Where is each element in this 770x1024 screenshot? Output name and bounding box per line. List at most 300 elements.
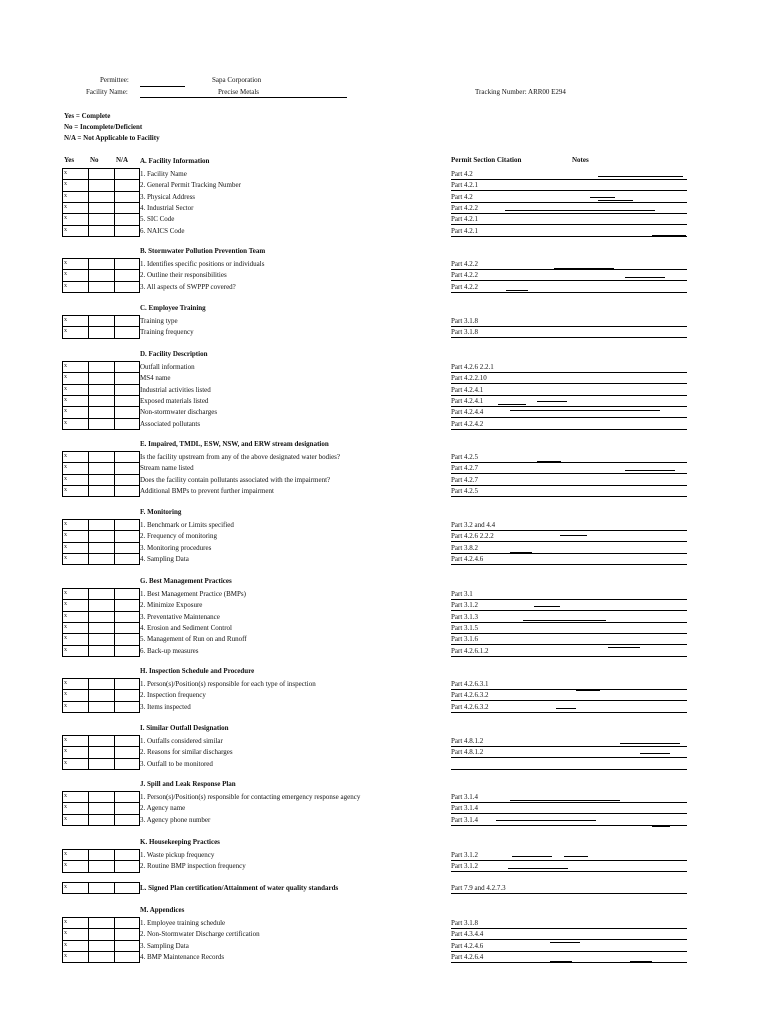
grid-line [62, 179, 140, 180]
permit-citation: Part 3.1.8 [451, 317, 479, 325]
grid-line [62, 281, 140, 282]
grid-line [62, 599, 140, 600]
checkbox-mark[interactable]: x [64, 815, 67, 822]
citation-underline [451, 769, 687, 770]
checkbox-mark[interactable]: x [64, 475, 67, 482]
section-title: C. Employee Training [140, 304, 206, 312]
notes-line [560, 535, 587, 536]
checklist-item: 3. Outfall to be monitored [140, 759, 213, 768]
notes-line [512, 856, 552, 857]
notes-line [550, 961, 572, 962]
citation-underline [451, 179, 687, 180]
permit-citation: Part 4.2.1 [451, 181, 479, 190]
citation-underline [451, 746, 687, 747]
citation-underline [451, 610, 687, 611]
section-title: K. Housekeeping Practices [140, 838, 220, 846]
checkbox-mark[interactable]: x [64, 612, 67, 619]
permit-citation: Part 3.1.4 [451, 804, 479, 813]
notes-line [520, 800, 620, 801]
permit-citation: Part 4.2.6 2.2.2 [451, 532, 494, 541]
checklist-item: Industrial activities listed [140, 385, 211, 394]
citation-underline [451, 417, 687, 418]
checkbox-mark[interactable]: x [64, 521, 67, 527]
grid-line [114, 678, 115, 712]
section-title: J. Spill and Leak Response Plan [140, 780, 236, 788]
grid-line [62, 645, 140, 646]
checkbox-mark[interactable]: x [64, 884, 67, 890]
citation-underline [451, 564, 687, 565]
notes-line [608, 647, 640, 648]
checkbox-mark[interactable]: x [64, 635, 67, 642]
citation-underline [451, 383, 687, 384]
checkbox-mark[interactable]: x [64, 181, 67, 188]
legend-na: N/A = Not Applicable to Facility [64, 134, 160, 142]
grid-line [62, 225, 140, 226]
grid-line [62, 758, 140, 759]
checkbox-mark[interactable]: x [64, 532, 67, 539]
checklist-item: 1. Outfalls considered similar [140, 737, 223, 745]
checkbox-mark[interactable]: x [64, 737, 67, 743]
grid-line [62, 496, 140, 497]
permit-citation: Part 4.2.5 [451, 486, 479, 495]
section-title: H. Inspection Schedule and Procedure [140, 667, 255, 675]
grid-line [62, 213, 140, 214]
citation-underline [451, 860, 687, 861]
checklist-item: 6. Back-up measures [140, 646, 199, 655]
permit-citation: Part 4.2.6.1.2 [451, 646, 489, 655]
checklist-item: 5. SIC Code [140, 215, 175, 224]
notes-line [554, 268, 614, 269]
grid-line [62, 384, 140, 385]
citation-underline [451, 213, 687, 214]
grid-line [62, 791, 140, 792]
checklist-item: 4. BMP Maintenance Records [140, 952, 225, 961]
permittee-value: Sapa Corporation [212, 76, 262, 84]
grid-line [62, 326, 140, 327]
permit-citation: Part 4.2.6.3.1 [451, 680, 489, 688]
section-title: A. Facility Information [140, 157, 210, 165]
tracking-number: Tracking Number: ARR00 E294 [475, 88, 566, 96]
checklist-item: Does the facility contain pollutants associated with the impairment? [140, 475, 331, 484]
checklist-item: Exposed materials listed [140, 396, 209, 405]
citation-underline [451, 395, 687, 396]
checkbox-mark[interactable]: x [64, 554, 67, 561]
grid-line [62, 395, 140, 396]
checkbox-mark[interactable]: x [64, 590, 67, 596]
checklist-item: Is the facility upstream from any of the above designated water bodies? [140, 453, 341, 461]
notes-line [640, 753, 670, 754]
citation-underline [451, 951, 687, 952]
checklist-item: 3. Monitoring procedures [140, 543, 212, 552]
permit-citation: Part 4.2.6 2.2.1 [451, 363, 494, 371]
grid-line [62, 451, 140, 452]
notes-line [505, 210, 655, 211]
checklist-item: Training frequency [140, 328, 194, 337]
grid-line [62, 269, 140, 270]
permit-citation: Part 4.2.1 [451, 215, 479, 224]
permit-citation: Part 4.2.2 [451, 260, 479, 268]
checklist-item: 3. Items inspected [140, 702, 191, 711]
checkbox-mark[interactable]: x [64, 192, 67, 199]
permit-citation: Part 4.2.2 [451, 271, 479, 280]
col-notes: Notes [572, 156, 589, 164]
permit-citation: Part 4.2.4.1 [451, 385, 484, 394]
grid-line [62, 882, 140, 883]
checkbox-mark[interactable]: x [64, 646, 67, 653]
grid-line [62, 951, 140, 952]
citation-underline [451, 224, 687, 225]
grid-line [88, 258, 89, 292]
notes-line [600, 928, 622, 929]
grid-line [62, 633, 140, 634]
permit-citation: Part 4.2.5 [451, 453, 479, 461]
grid-line [62, 485, 140, 486]
grid-line [62, 429, 140, 430]
checkbox-mark[interactable]: x [64, 680, 67, 686]
checkbox-mark[interactable]: x [64, 851, 67, 857]
grid-line [62, 656, 140, 657]
grid-line [114, 791, 115, 825]
permit-citation: Part 3.1 [451, 590, 473, 598]
permit-citation: Part 4.2.4.1 [451, 396, 484, 405]
checklist-item: 4. Industrial Sector [140, 203, 194, 212]
checkbox-mark[interactable]: x [64, 453, 67, 459]
permit-citation: Part 3.1.4 [451, 793, 479, 801]
checkbox-mark[interactable]: x [64, 385, 67, 392]
citation-underline [451, 962, 687, 963]
checkbox-mark[interactable]: x [64, 317, 67, 323]
section-title: B. Stormwater Pollution Prevention Team [140, 247, 266, 255]
grid-line [62, 735, 63, 769]
grid-line [62, 701, 140, 702]
grid-line [62, 917, 140, 918]
permit-citation: Part 4.2.2 [451, 282, 479, 291]
checklist-item: 1. Best Management Practice (BMPs) [140, 590, 246, 598]
grid-line [62, 588, 140, 589]
grid-line [62, 678, 63, 712]
permit-citation: Part 3.1.6 [451, 635, 479, 644]
section-title: G. Best Management Practices [140, 577, 232, 585]
checklist-item: 4. Erosion and Sediment Control [140, 623, 232, 632]
grid-line [62, 202, 140, 203]
notes-line [652, 235, 686, 236]
grid-line [62, 191, 140, 192]
grid-line [62, 769, 140, 770]
grid-line [62, 258, 140, 259]
notes-line [550, 942, 580, 943]
citation-underline [451, 485, 687, 486]
checklist-item: 2. Frequency of monitoring [140, 532, 217, 541]
checkbox-mark[interactable]: x [64, 396, 67, 403]
col-yes: Yes [64, 156, 75, 164]
notes-line [496, 820, 596, 821]
citation-underline [451, 553, 687, 554]
checkbox-mark[interactable]: x [64, 408, 67, 415]
checklist-item: Stream name listed [140, 464, 194, 473]
notes-line [590, 197, 615, 198]
citation-underline [451, 813, 687, 814]
notes-line [576, 690, 600, 691]
grid-line [62, 802, 140, 803]
grid-line [62, 315, 140, 316]
permit-citation: Part 4.2.4.6 [451, 554, 484, 563]
citation-underline [451, 541, 687, 542]
grid-line [62, 689, 140, 690]
citation-underline [451, 644, 687, 645]
checkbox-mark[interactable]: x [64, 691, 67, 698]
grid-line [62, 746, 140, 747]
checkbox-mark[interactable]: x [64, 203, 67, 210]
checkbox-mark[interactable]: x [64, 759, 67, 766]
notes-line [510, 800, 520, 801]
grid-line [114, 882, 115, 893]
facility-label: Facility Name: [86, 88, 128, 96]
citation-underline [451, 700, 687, 701]
permit-citation: Part 3.8.2 [451, 543, 479, 552]
notes-line [625, 277, 665, 278]
grid-line [62, 735, 140, 736]
checklist-item: 2. Routine BMP inspection frequency [140, 862, 246, 871]
citation-underline [451, 462, 687, 463]
notes-line [620, 743, 680, 744]
grid-line [62, 258, 63, 292]
permit-citation: Part 3.1.2 [451, 851, 479, 859]
permit-citation: Part 4.3.4.4 [451, 930, 484, 939]
grid-line [62, 462, 140, 463]
grid-line [62, 712, 140, 713]
permit-citation: Part 3.1.2 [451, 862, 479, 871]
checkbox-mark[interactable]: x [64, 215, 67, 222]
grid-line [88, 791, 89, 825]
checklist-item: 1. Identifies specific positions or individuals [140, 260, 265, 268]
notes-line [560, 530, 588, 531]
citation-underline [451, 893, 687, 894]
notes-line [498, 404, 526, 405]
citation-underline [451, 871, 687, 872]
section-title: M. Appendices [140, 906, 185, 914]
checkbox-mark[interactable]: x [64, 464, 67, 471]
citation-underline [451, 939, 687, 940]
grid-line [114, 735, 115, 769]
checkbox-mark[interactable]: x [64, 328, 67, 335]
grid-line [62, 791, 63, 825]
grid-line [62, 418, 140, 419]
notes-line [537, 401, 567, 402]
grid-line [62, 825, 140, 826]
notes-line [598, 200, 633, 201]
checkbox-mark[interactable]: x [64, 226, 67, 233]
checkbox-mark[interactable]: x [64, 702, 67, 709]
checkbox-mark[interactable]: x [64, 282, 67, 289]
section-title: E. Impaired, TMDL, ESW, NSW, and ERW stream designation [140, 440, 329, 448]
permit-citation: Part 3.1.8 [451, 919, 479, 927]
checkbox-mark[interactable]: x [64, 804, 67, 811]
checklist-item: Additional BMPs to prevent further impairment [140, 486, 274, 495]
checkbox-mark[interactable]: x [64, 170, 67, 176]
notes-line [625, 470, 675, 471]
grid-line [62, 406, 140, 407]
permit-citation: Part 4.8.1.2 [451, 737, 484, 745]
grid-line [88, 678, 89, 712]
citation-underline [451, 190, 687, 191]
checklist-item: 4. Sampling Data [140, 554, 189, 563]
checklist-item: 1. Facility Name [140, 170, 187, 178]
notes-line [630, 961, 652, 962]
permit-citation: Part 3.1.5 [451, 623, 479, 632]
citation-underline [451, 326, 687, 327]
col-no: No [90, 156, 99, 164]
citation-underline [451, 622, 687, 623]
citation-underline [451, 429, 687, 430]
notes-line [564, 856, 588, 857]
permit-citation: Part 4.2.4.4 [451, 408, 484, 417]
checkbox-mark[interactable]: x [64, 748, 67, 755]
grid-line [88, 735, 89, 769]
citation-underline [451, 473, 687, 474]
checkbox-mark[interactable]: x [64, 363, 67, 369]
facility-underline [140, 97, 347, 98]
notes-line [600, 496, 648, 497]
checkbox-mark[interactable]: x [64, 952, 67, 959]
checklist-item: 3. Sampling Data [140, 941, 189, 950]
checklist-item: Associated pollutants [140, 419, 201, 428]
grid-line [62, 678, 140, 679]
checkbox-mark[interactable]: x [64, 793, 67, 799]
col-citation: Permit Section Citation [451, 156, 522, 164]
section-title: L. Signed Plan certification/Attainment of water quality standards [140, 884, 339, 892]
checklist-item: 1. Person(s)/Position(s) responsible for each type of inspection [140, 680, 316, 688]
notes-line [510, 410, 660, 411]
citation-underline [451, 802, 687, 803]
checkbox-mark[interactable]: x [64, 623, 67, 630]
permit-citation: Part 3.1.3 [451, 612, 479, 621]
citation-underline [451, 406, 687, 407]
citation-underline [451, 202, 687, 203]
permittee-underline [140, 86, 185, 87]
checklist-item: 5. Management of Run on and Runoff [140, 635, 247, 644]
grid-line [62, 611, 140, 612]
permittee-label: Permittee: [100, 76, 129, 84]
checklist-item: 3. All aspects of SWPPP covered? [140, 282, 236, 291]
permit-citation: Part 4.2.4.6 [451, 941, 484, 950]
notes-line [510, 552, 532, 553]
section-title: F. Monitoring [140, 508, 182, 516]
grid-line [62, 519, 140, 520]
permit-citation: Part 4.2.2.10 [451, 374, 487, 383]
checkbox-mark[interactable]: x [64, 486, 67, 493]
checklist-item: 1. Waste pickup frequency [140, 851, 215, 859]
citation-underline [451, 712, 687, 713]
checklist-item: 3. Physical Address [140, 192, 196, 201]
citation-underline [451, 633, 687, 634]
grid-line [62, 564, 140, 565]
citation-underline [451, 757, 687, 758]
checkbox-mark[interactable]: x [64, 419, 67, 426]
checkbox-mark[interactable]: x [64, 930, 67, 937]
checklist-item: MS4 name [140, 374, 171, 383]
permit-citation: Part 3.1.2 [451, 601, 479, 610]
notes-line [537, 461, 561, 462]
checklist-item: Training type [140, 317, 178, 325]
checklist-item: 2. General Permit Tracking Number [140, 181, 241, 190]
checklist-item: 1. Employee training schedule [140, 919, 226, 927]
checklist-item: 6. NAICS Code [140, 226, 185, 235]
checklist-item: 3. Preventative Maintenance [140, 612, 220, 621]
checkbox-mark[interactable]: x [64, 260, 67, 266]
notes-line [570, 620, 606, 621]
grid-line [62, 860, 140, 861]
legend-yes: Yes = Complete [64, 112, 111, 120]
checkbox-mark[interactable]: x [64, 862, 67, 869]
checklist-item: 3. Agency phone number [140, 815, 211, 824]
permit-citation: Part 4.2.2 [451, 203, 479, 212]
permit-citation: Part 4.2 [451, 170, 473, 178]
notes-line [506, 290, 528, 291]
checklist-item: 1. Person(s)/Position(s) responsible for contacting emergency response agency [140, 793, 361, 801]
permit-citation: Part 4.2.7 [451, 475, 479, 484]
citation-underline [451, 292, 687, 293]
checkbox-mark[interactable]: x [64, 941, 67, 948]
citation-underline [451, 337, 687, 338]
grid-line [88, 882, 89, 893]
citation-underline [451, 496, 687, 497]
checkbox-mark[interactable]: x [64, 543, 67, 550]
grid-line [62, 622, 140, 623]
permit-citation: Part 7.9 and 4.2.7.3 [451, 884, 506, 892]
checklist-item: 2. Minimize Exposure [140, 601, 203, 610]
citation-underline [451, 269, 687, 270]
grid-line [62, 849, 140, 850]
checklist-item: 2. Agency name [140, 804, 186, 813]
grid-line [62, 542, 140, 543]
grid-line [114, 258, 115, 292]
permit-citation: Part 4.2.6.4 [451, 952, 484, 961]
checklist-item: 1. Benchmark or Limits specified [140, 521, 234, 529]
citation-underline [451, 372, 687, 373]
col-na: N/A [116, 156, 129, 164]
grid-line [62, 530, 140, 531]
checkbox-mark[interactable]: x [64, 374, 67, 381]
grid-line [62, 882, 63, 893]
checklist-item: 2. Reasons for similar discharges [140, 748, 233, 757]
checklist-item: Outfall information [140, 363, 195, 371]
grid-line [62, 292, 140, 293]
grid-line [62, 338, 140, 339]
notes-line [534, 606, 560, 607]
grid-line [62, 940, 140, 941]
grid-line [62, 893, 140, 894]
notes-line [550, 928, 576, 929]
grid-line [62, 553, 140, 554]
grid-line [62, 962, 140, 963]
permit-citation: Part 4.2.7 [451, 464, 479, 473]
section-title: D. Facility Description [140, 350, 208, 358]
notes-line [652, 826, 670, 827]
checkbox-mark[interactable]: x [64, 271, 67, 278]
citation-underline [451, 280, 687, 281]
permit-citation: Part 4.2.1 [451, 226, 479, 235]
checkbox-mark[interactable]: x [64, 919, 67, 925]
legend-no: No = Incomplete/Deficient [64, 123, 143, 131]
checklist-item: 2. Non-Stormwater Discharge certification [140, 930, 260, 939]
permit-citation: Part 4.2.4.2 [451, 419, 484, 428]
permit-citation: Part 3.1.8 [451, 328, 479, 337]
citation-underline [451, 656, 687, 657]
checkbox-mark[interactable]: x [64, 601, 67, 608]
permit-citation: Part 4.2 [451, 192, 473, 201]
grid-line [62, 814, 140, 815]
facility-value: Precise Metals [218, 88, 260, 96]
